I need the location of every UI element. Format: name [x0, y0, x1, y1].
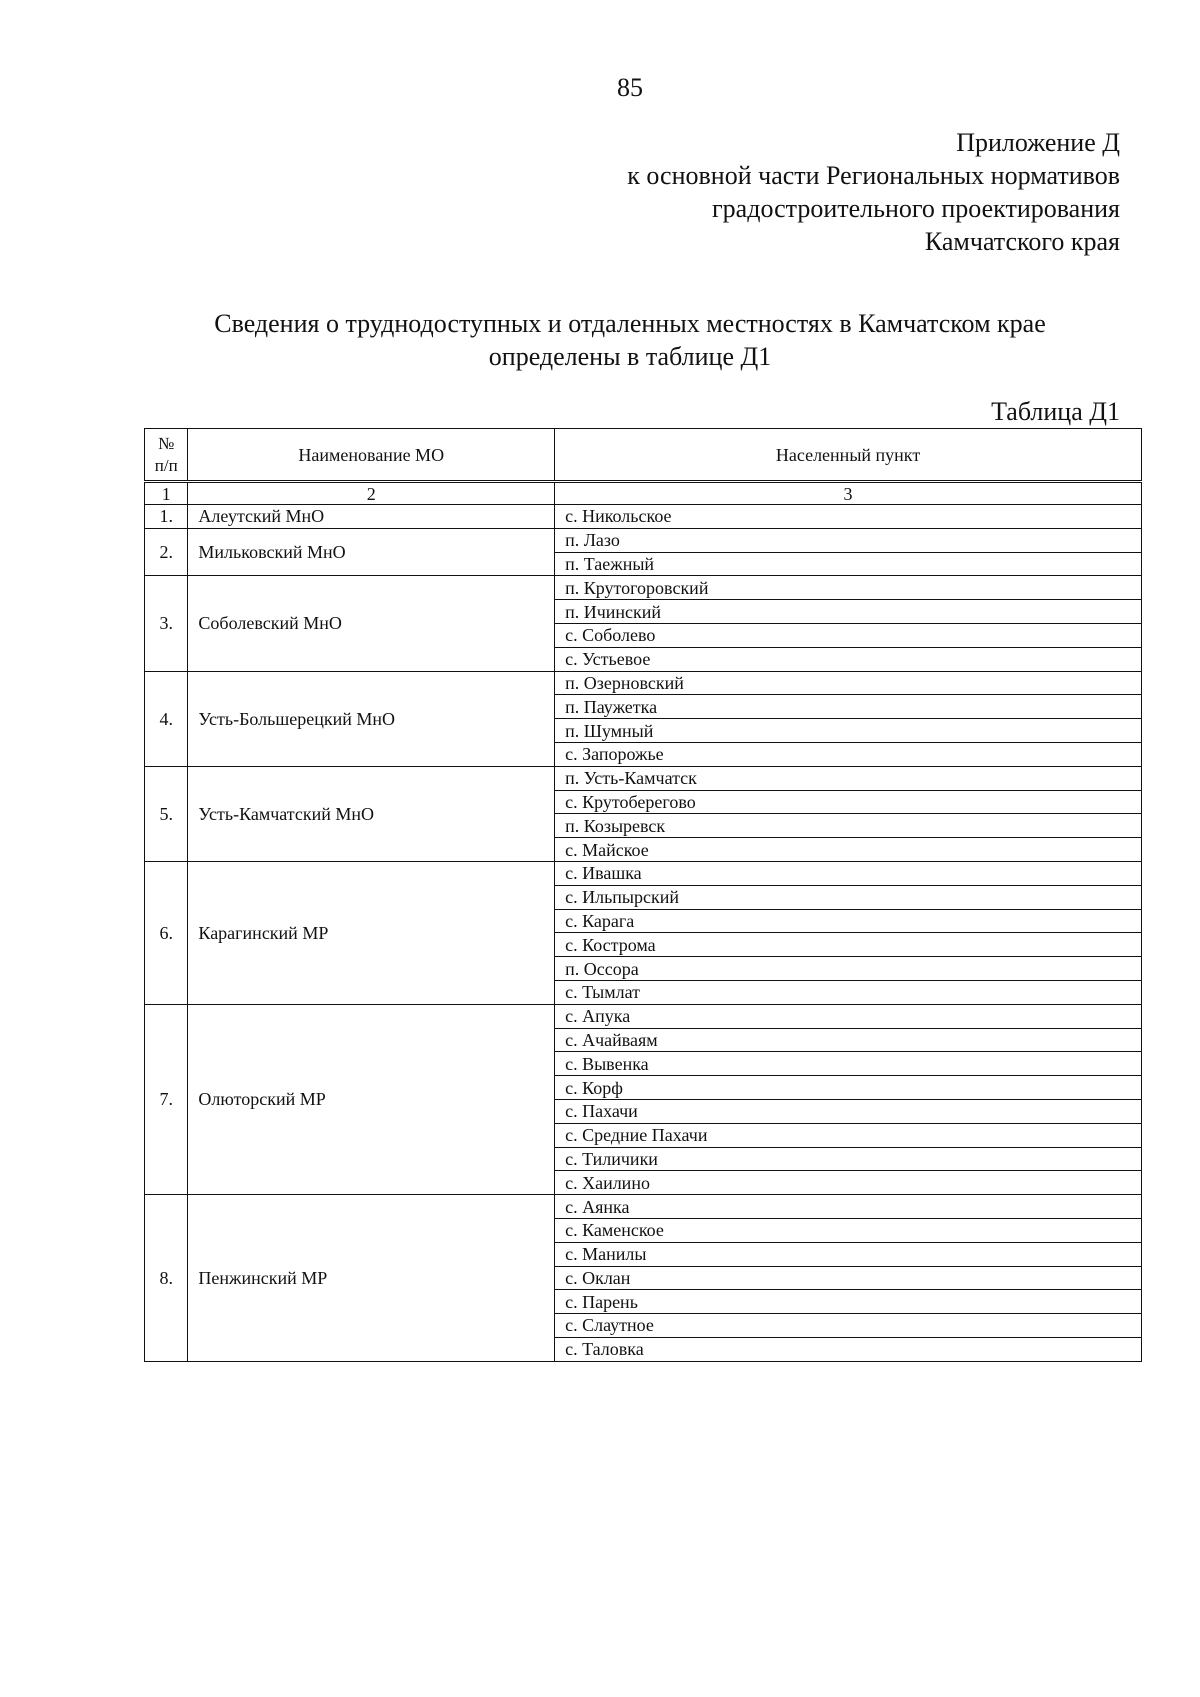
table-row: [145, 1195, 1142, 1219]
municipality-name: Алеутский МнО: [188, 505, 555, 529]
row-number: 3.: [145, 576, 188, 671]
settlement-name: п. Таежный: [555, 552, 1142, 576]
appendix-line: градостроительного проектирования: [712, 194, 1120, 223]
settlement-name: с. Манилы: [555, 1242, 1142, 1266]
municipality-name: Соболевский МнО: [188, 576, 555, 671]
municipality-name: Усть-Большерецкий МнО: [188, 671, 555, 766]
settlement-name: с. Корф: [555, 1076, 1142, 1100]
settlement-name: с. Кострома: [555, 933, 1142, 957]
settlement-name: п. Лазо: [555, 528, 1142, 552]
column-number: 1: [145, 482, 188, 505]
heading-line: определены в таблице Д1: [488, 342, 772, 371]
column-number: 2: [188, 482, 555, 505]
settlements-table: [144, 428, 1142, 1362]
municipality-name: Карагинский МР: [188, 861, 555, 1004]
settlement-name: п. Оссора: [555, 957, 1142, 981]
table-row: [145, 671, 1142, 695]
municipality-name: Олюторский МР: [188, 1004, 555, 1194]
appendix-block: [420, 126, 1120, 258]
page-number: 85: [617, 73, 643, 102]
settlement-name: п. Паужетка: [555, 695, 1142, 719]
municipality-name: Мильковский МнО: [188, 528, 555, 576]
table-row: [145, 861, 1142, 885]
settlement-name: с. Тымлат: [555, 980, 1142, 1004]
settlement-name: с. Ачайваям: [555, 1028, 1142, 1052]
settlement-name: с. Никольское: [555, 505, 1142, 529]
column-numbers-row: [145, 482, 1142, 505]
table-row: [145, 505, 1142, 529]
table-row: [145, 1004, 1142, 1028]
header-num-symbol: №: [158, 433, 175, 453]
settlement-name: с. Оклан: [555, 1266, 1142, 1290]
settlement-name: п. Шумный: [555, 719, 1142, 743]
settlement-name: с. Крутоберегово: [555, 790, 1142, 814]
table-caption: Таблица Д1: [991, 397, 1120, 426]
settlement-name: с. Карага: [555, 909, 1142, 933]
settlement-name: с. Каменское: [555, 1218, 1142, 1242]
settlement-name: с. Запорожье: [555, 742, 1142, 766]
settlement-name: п. Усть-Камчатск: [555, 766, 1142, 790]
settlement-name: п. Ичинский: [555, 600, 1142, 624]
table-header-row: [145, 429, 1142, 482]
settlement-name: с. Ивашка: [555, 861, 1142, 885]
appendix-line: Камчатского края: [924, 227, 1120, 256]
row-number: 6.: [145, 861, 188, 1004]
settlement-name: с. Слаутное: [555, 1314, 1142, 1338]
municipality-name: Пенжинский МР: [188, 1195, 555, 1362]
document-heading: [150, 307, 1110, 373]
table-row: [145, 766, 1142, 790]
row-number: 4.: [145, 671, 188, 766]
row-number: 1.: [145, 505, 188, 529]
row-number: 5.: [145, 766, 188, 861]
row-number: 2.: [145, 528, 188, 576]
settlement-name: с. Тиличики: [555, 1147, 1142, 1171]
table-row: [145, 528, 1142, 552]
table-row: [145, 576, 1142, 600]
appendix-title: Приложение Д: [956, 128, 1120, 157]
settlement-name: с. Парень: [555, 1290, 1142, 1314]
settlement-name: п. Крутогоровский: [555, 576, 1142, 600]
row-number: 8.: [145, 1195, 188, 1362]
header-num-label: п/п: [154, 455, 178, 475]
settlement-name: п. Озерновский: [555, 671, 1142, 695]
settlement-name: с. Вывенка: [555, 1052, 1142, 1076]
settlement-name: с. Средние Пахачи: [555, 1123, 1142, 1147]
settlement-name: с. Таловка: [555, 1337, 1142, 1361]
settlement-name: с. Аянка: [555, 1195, 1142, 1219]
settlement-name: п. Козыревск: [555, 814, 1142, 838]
header-num: [145, 429, 188, 482]
settlement-name: с. Соболево: [555, 623, 1142, 647]
settlement-name: с. Апука: [555, 1004, 1142, 1028]
settlement-name: с. Устьевое: [555, 647, 1142, 671]
header-place: Населенный пункт: [555, 429, 1142, 482]
header-mo: Наименование МО: [188, 429, 555, 482]
municipality-name: Усть-Камчатский МнО: [188, 766, 555, 861]
settlement-name: с. Хаилино: [555, 1171, 1142, 1195]
settlement-name: с. Ильпырский: [555, 885, 1142, 909]
settlement-name: с. Майское: [555, 838, 1142, 862]
heading-line: Сведения о труднодоступных и отдаленных местностях в Камчатском крае: [214, 309, 1046, 338]
appendix-line: к основной части Региональных нормативов: [627, 161, 1120, 190]
row-number: 7.: [145, 1004, 188, 1194]
settlement-name: с. Пахачи: [555, 1099, 1142, 1123]
column-number: 3: [555, 482, 1142, 505]
